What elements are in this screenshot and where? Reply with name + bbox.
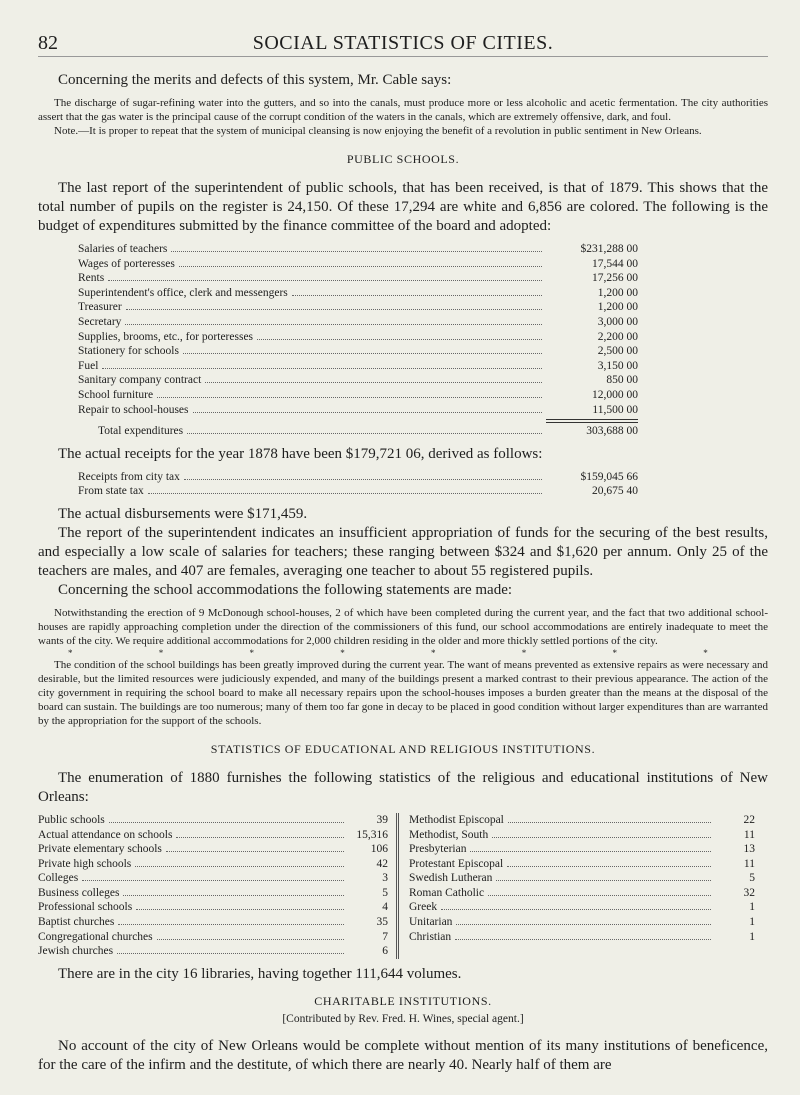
dot-leader: [126, 309, 542, 310]
heading-charitable: CHARITABLE INSTITUTIONS.: [314, 993, 492, 1008]
stat-amount: 39: [376, 813, 388, 826]
budget-amount: 11,500 00: [592, 403, 638, 416]
dot-leader: [441, 909, 711, 910]
page-header: [38, 28, 768, 57]
stat-row: [38, 813, 388, 828]
stat-label: Private high schools: [38, 857, 132, 870]
stat-amount: 15,316: [356, 828, 388, 841]
dot-leader: [118, 924, 344, 925]
charitable-paragraph: No account of the city of New Orleans would be complete without mention of its many institutions of beneficence, for the care of the infirm and the destitute, of which there are nearly 40. Nearly half of them are: [38, 1037, 768, 1073]
stat-row: [38, 886, 388, 901]
stat-label: Greek: [409, 901, 438, 914]
dot-leader: [148, 493, 542, 494]
stat-amount: 6: [382, 945, 388, 958]
dot-leader: [492, 837, 711, 838]
budget-row: [78, 242, 638, 257]
stat-row: [409, 900, 755, 915]
stat-row: [409, 813, 755, 828]
dot-leader: [508, 822, 711, 823]
dot-leader: [176, 837, 344, 838]
budget-amount: 1,200 00: [597, 286, 638, 299]
dot-leader: [257, 339, 542, 340]
disbursements-paragraph: The actual disbursements were $171,459.: [58, 505, 308, 522]
total-rule: [546, 419, 638, 423]
stat-row: [38, 828, 388, 843]
budget-row: [78, 388, 638, 403]
budget-row: [78, 271, 638, 286]
budget-amount: 2,200 00: [597, 330, 638, 343]
stat-amount: 106: [370, 843, 388, 856]
stat-row: [409, 915, 755, 930]
stat-row: [409, 857, 755, 872]
stat-label: Jewish churches: [38, 945, 114, 958]
stat-amount: 22: [743, 813, 755, 826]
budget-row: [78, 315, 638, 330]
stat-row: [38, 842, 388, 857]
heading-public-schools: PUBLIC SCHOOLS.: [346, 152, 460, 166]
stat-label: Congregational churches: [38, 930, 153, 943]
stat-amount: 5: [382, 886, 388, 899]
quote-paragraph: The discharge of sugar-refining water into the gutters, and so into the canals, must produce more or less alcoholic and acetic fermentation. The city authorities assert that the gas water is the principal cause of the corrupt condition of the waters in the canals, which are extremely offensive, dark, and foul.: [38, 97, 768, 123]
dot-leader: [109, 822, 344, 823]
dot-leader: [108, 280, 542, 281]
stat-amount: 1: [749, 901, 755, 914]
budget-label: Sanitary company contract: [78, 374, 202, 387]
statistics-paragraph: The enumeration of 1880 furnishes the following statistics of the religious and educational institutions of New Orleans:: [38, 769, 768, 805]
dot-leader: [135, 866, 344, 867]
budget-label: Treasurer: [78, 301, 122, 314]
stat-row: [409, 930, 755, 945]
page-number: 82: [38, 32, 58, 54]
budget-amount: $231,288 00: [580, 243, 638, 255]
budget-label: Superintendent's office, clerk and messengers: [78, 286, 288, 299]
dot-leader: [184, 479, 542, 480]
dot-leader: [157, 397, 542, 398]
accommodations-quote-1: Notwithstanding the erection of 9 McDonough school-houses, 2 of which have been completed during the current year, and the fact that two additional school-houses are rapidly approaching completion under the direction of the commissioners of this fund, our school accommodations are entirely inadequate to meet the wants of the city. We require additional accommodations for 2,000 children residing in the older and more thickly settled portions of the city.: [38, 606, 768, 647]
budget-amount: 17,544 00: [592, 257, 638, 270]
stat-label: Actual attendance on schools: [38, 828, 173, 841]
dot-leader: [171, 251, 542, 252]
heading-statistics: STATISTICS OF EDUCATIONAL AND RELIGIOUS INSTITUTIONS.: [210, 741, 596, 756]
accommodations-quote-2: The condition of the school buildings has been greatly improved during the current year. The want of means prevented as extensive repairs as were necessary and desirable, but the limited resources were judiciously expended, and many of the buildings present a marked contrast to their previous appearance. The action of the city government in requiring the school board to make all necessary repairs upon the school-houses imposes a burden greater than the means at the disposal of the board can sustain. The buildings are too numerous; many of them too far gone in decay to be placed in good condition without larger expenditures than are warranted by the appropriation for the support of the schools.: [38, 658, 768, 727]
budget-total-label: Total expenditures: [98, 425, 184, 438]
dot-leader: [507, 866, 711, 867]
dot-leader: [183, 353, 542, 354]
dot-leader: [125, 324, 542, 325]
budget-label: Supplies, brooms, etc., for porteresses: [78, 330, 254, 343]
ellipsis-stars: * * * * * * * *: [68, 647, 750, 658]
budget-label: Salaries of teachers: [78, 243, 168, 255]
stat-row: [38, 900, 388, 915]
stat-amount: 7: [382, 930, 388, 943]
stat-label: Colleges: [38, 872, 79, 885]
stat-row: [38, 930, 388, 945]
dot-leader: [193, 412, 542, 413]
stat-label: Private elementary schools: [38, 843, 162, 856]
stat-amount: 1: [749, 916, 755, 929]
stat-amount: 5: [749, 872, 755, 885]
receipts-table: [78, 470, 638, 499]
stat-row: [38, 857, 388, 872]
dot-leader: [205, 382, 542, 383]
statistics-table: [38, 813, 768, 959]
dot-leader: [496, 880, 711, 881]
budget-amount: 2,500 00: [597, 345, 638, 358]
receipt-row: [78, 470, 638, 485]
stat-amount: 32: [743, 886, 755, 899]
stat-label: Protestant Episcopal: [409, 857, 504, 870]
budget-row: [78, 286, 638, 301]
budget-label: Fuel: [78, 359, 99, 372]
stat-label: Presbyterian: [409, 843, 467, 856]
stat-row: [38, 871, 388, 886]
receipt-label: From state tax: [78, 485, 144, 498]
dot-leader: [157, 939, 344, 940]
budget-total-row: [78, 424, 638, 439]
receipt-amount: $159,045 66: [580, 470, 638, 483]
stat-label: Swedish Lutheran: [409, 872, 493, 885]
budget-label: Wages of porteresses: [78, 257, 175, 270]
note-paragraph: Note.—It is proper to repeat that the system of municipal cleansing is now enjoying the benefit of a revolution in public sentiment in New Orleans.: [54, 125, 702, 137]
receipt-label: Receipts from city tax: [78, 470, 180, 483]
stat-label: Baptist churches: [38, 916, 115, 929]
stat-label: Professional schools: [38, 901, 133, 914]
budget-amount: 17,256 00: [592, 272, 638, 285]
stat-amount: 4: [382, 901, 388, 914]
stat-row: [38, 915, 388, 930]
stat-row: [409, 886, 755, 901]
stat-label: Methodist, South: [409, 828, 489, 841]
budget-amount: 1,200 00: [597, 301, 638, 314]
document-page: [38, 28, 768, 1075]
budget-row: [78, 300, 638, 315]
statistics-left-column: [38, 813, 399, 959]
budget-row: [78, 373, 638, 388]
budget-table: [78, 242, 638, 439]
stat-amount: 42: [376, 857, 388, 870]
budget-label: Secretary: [78, 315, 122, 328]
dot-leader: [136, 909, 344, 910]
statistics-right-column: [399, 813, 755, 959]
stat-label: Methodist Episcopal: [409, 813, 504, 826]
stat-row: [409, 828, 755, 843]
stat-label: Business colleges: [38, 886, 120, 899]
dot-leader: [292, 295, 542, 296]
stat-amount: 11: [743, 828, 755, 841]
budget-label: Repair to school-houses: [78, 403, 189, 416]
stat-amount: 1: [749, 930, 755, 943]
dot-leader: [456, 924, 711, 925]
stat-label: Christian: [409, 930, 452, 943]
stat-row: [409, 842, 755, 857]
budget-amount: 850 00: [606, 374, 638, 387]
dot-leader: [117, 953, 344, 954]
dot-leader: [455, 939, 711, 940]
running-title: SOCIAL STATISTICS OF CITIES.: [252, 32, 554, 54]
receipt-amount: 20,675 40: [592, 485, 638, 498]
budget-row: [78, 359, 638, 374]
receipt-row: [78, 484, 638, 499]
public-schools-paragraph: The last report of the superintendent of public schools, that has been received, is that of 1879. This shows that the total number of pupils on the register is 24,150. Of these 17,294 are white and 6,856 are colored. The following is the budget of expenditures submitted by the finance committee of the board and adopted:: [38, 180, 768, 234]
budget-label: Rents: [78, 272, 105, 285]
dot-leader: [470, 851, 711, 852]
dot-leader: [102, 368, 542, 369]
budget-amount: 3,150 00: [597, 359, 638, 372]
dot-leader: [488, 895, 711, 896]
receipts-intro: The actual receipts for the year 1878 have been $179,721 06, derived as follows:: [58, 445, 543, 462]
intro-paragraph: Concerning the merits and defects of this system, Mr. Cable says:: [58, 72, 452, 88]
stat-row: [38, 944, 388, 959]
report-paragraph: The report of the superintendent indicates an insufficient appropriation of funds for the securing of the best results, and especially a low scale of salaries for teachers; these ranging between $324 and $1,620 per annum. Only 25 of the teachers are males, and 407 are females, averaging one teacher to about 55 registered pupils.: [38, 524, 768, 579]
dot-leader: [179, 266, 542, 267]
stat-label: Public schools: [38, 813, 105, 826]
libraries-paragraph: There are in the city 16 libraries, having together 111,644 volumes.: [58, 965, 462, 982]
contributed-note: [Contributed by Rev. Fred. H. Wines, special agent.]: [282, 1012, 524, 1025]
budget-row: [78, 344, 638, 359]
dot-leader: [166, 851, 344, 852]
stat-amount: 3: [382, 872, 388, 885]
stat-label: Roman Catholic: [409, 886, 485, 899]
stat-amount: 13: [743, 843, 755, 856]
stat-row: [409, 871, 755, 886]
dot-leader: [123, 895, 344, 896]
budget-label: School furniture: [78, 388, 154, 401]
accommodations-intro: Concerning the school accommodations the following statements are made:: [58, 581, 513, 598]
budget-label: Stationery for schools: [78, 345, 179, 358]
dot-leader: [187, 433, 542, 434]
budget-amount: 3,000 00: [597, 315, 638, 328]
budget-row: [78, 257, 638, 272]
budget-row: [78, 403, 638, 418]
budget-total-amount: 303,688 00: [586, 425, 638, 438]
budget-row: [78, 330, 638, 345]
budget-amount: 12,000 00: [592, 388, 638, 401]
dot-leader: [82, 880, 344, 881]
stat-amount: 35: [376, 916, 388, 929]
stat-amount: 11: [743, 857, 755, 870]
stat-label: Unitarian: [409, 916, 453, 929]
